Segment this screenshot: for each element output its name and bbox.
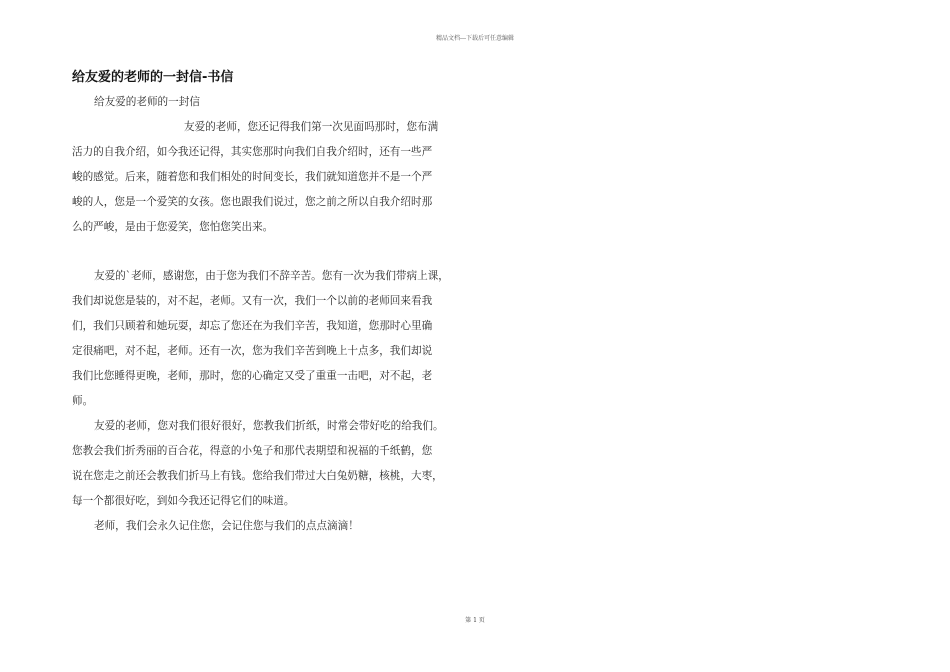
document-title: 给友爱的老师的一封信-书信	[72, 70, 234, 85]
paragraph-2-line-4: 定很痛吧，对不起，老师。还有一次，您为我们辛苦到晚上十点多，我们却说	[72, 345, 433, 357]
paragraph-1-line-5: 么的严峻，是由于您爱笑，您怕您笑出来。	[72, 221, 274, 233]
paragraph-2-line-5: 我们比您睡得更晚，老师，那时，您的心确定又受了重重一击吧，对不起，老	[72, 370, 433, 382]
paragraph-3-line-3: 说在您走之前还会教我们折马上有钱。您给我们带过大白兔奶糖，核桃，大枣，	[72, 470, 443, 482]
paragraph-1-line-1: 友爱的老师，您还记得我们第一次见面吗那时，您布满	[184, 121, 439, 133]
salutation-line: 给友爱的老师的一封信	[94, 96, 200, 108]
paragraph-2-line-2: 我们却说您是装的，对不起，老师。又有一次，我们一个以前的老师回来看我	[72, 295, 433, 307]
paragraph-2-line-3: 们，我们只顾着和她玩耍，却忘了您还在为我们辛苦，我知道，您那时心里确	[72, 320, 433, 332]
page-number: 第 1 页	[465, 617, 485, 624]
closing-line: 老师，我们会永久记住您，会记住您与我们的点点滴滴！	[94, 520, 359, 532]
page-header: 精品文档---下载后可任意编辑	[435, 35, 515, 42]
paragraph-1-line-2: 活力的自我介绍，如今我还记得，其实您那时向我们自我介绍时，还有一些严	[72, 146, 433, 158]
paragraph-2-line-6: 师。	[72, 395, 94, 407]
paragraph-1-line-3: 峻的感觉。后来，随着您和我们相处的时间变长，我们就知道您并不是一个严	[72, 171, 433, 183]
paragraph-3-line-1: 友爱的老师，您对我们很好很好，您教我们折纸，时常会带好吃的给我们。	[94, 420, 444, 432]
paragraph-3-line-2: 您教会我们折秀丽的百合花，得意的小兔子和那代表期望和祝福的千纸鹤，您	[72, 445, 433, 457]
paragraph-3-line-4: 每一个都很好吃，到如今我还记得它们的味道。	[72, 495, 295, 507]
paragraph-2-line-1: 友爱的`老师，感谢您，由于您为我们不辞辛苦。您有一次为我们带病上课，	[94, 270, 449, 282]
paragraph-1-line-4: 峻的人，您是一个爱笑的女孩。您也跟我们说过，您之前之所以自我介绍时那	[72, 196, 433, 208]
